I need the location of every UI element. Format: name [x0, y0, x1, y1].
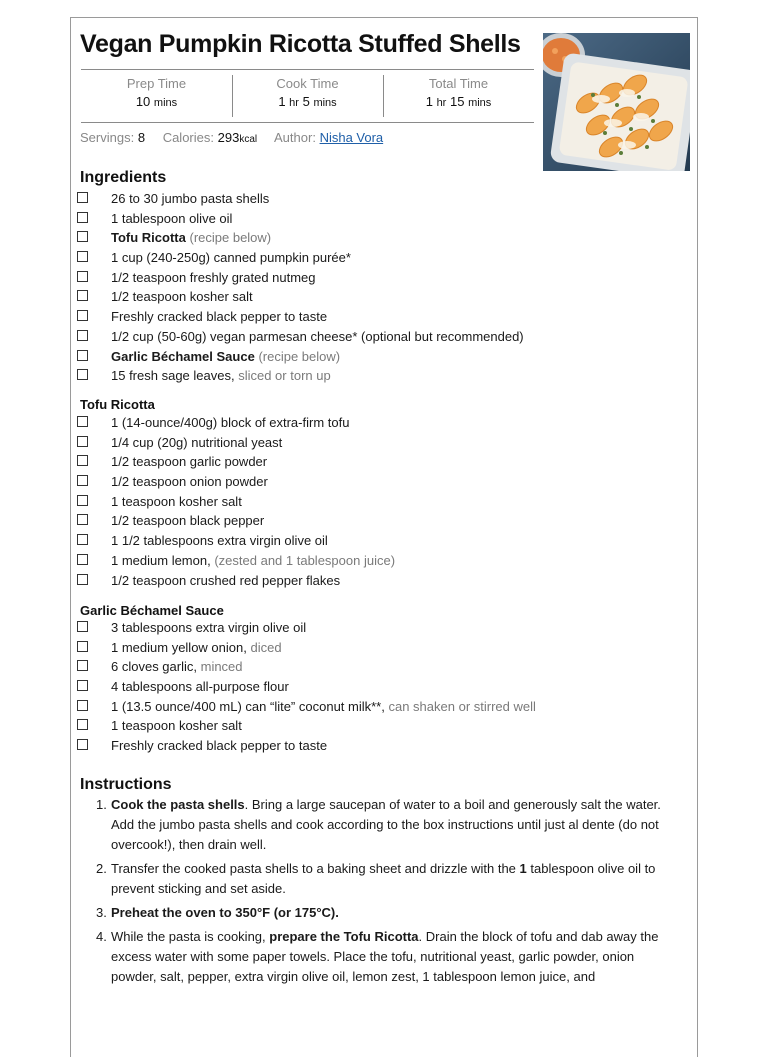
- instruction-step: [80, 859, 680, 899]
- step-emphasis: 1: [519, 861, 527, 876]
- ingredient-checkbox[interactable]: [77, 436, 88, 447]
- ingredient-checkbox[interactable]: [77, 330, 88, 341]
- ingredient-text: [111, 736, 327, 755]
- ingredient-text: [111, 511, 264, 530]
- ingredient-text: [111, 618, 306, 637]
- cook-minutes: 5: [302, 94, 310, 109]
- ingredient-amount: 15 fresh sage leaves,: [111, 368, 235, 384]
- total-hours: 1: [425, 94, 433, 109]
- ingredient-note: minced: [200, 659, 243, 675]
- ingredient-amount: 1/2 teaspoon onion powder: [111, 474, 268, 490]
- ingredient-amount: 1/4 cup (20g) nutritional yeast: [111, 434, 283, 450]
- ingredient-amount: 1 tablespoon olive oil: [111, 210, 233, 226]
- ingredient-amount: 4 tablespoons all-purpose flour: [111, 679, 289, 695]
- ingredient-note: (zested and 1 tablespoon juice): [214, 552, 396, 568]
- ingredient-amount: 1/2 teaspoon freshly grated nutmeg: [111, 269, 316, 285]
- ingredient-text: [111, 452, 267, 471]
- step-text: Transfer the cooked pasta shells to a baking sheet and drizzle with the: [111, 861, 520, 876]
- ingredient-amount: 26 to 30 jumbo pasta shells: [111, 191, 270, 206]
- ingredient-text: [111, 209, 232, 228]
- step-emphasis: Cook the pasta shells: [111, 797, 245, 812]
- recipe-title: Vegan Pumpkin Ricotta Stuffed Shells: [80, 30, 521, 58]
- prep-time-label: Prep Time: [126, 76, 187, 91]
- recipe-card: [70, 17, 698, 1057]
- ingredient-text: [111, 307, 327, 326]
- total-time-value: [383, 94, 534, 109]
- cook-hours-unit: hr: [289, 97, 299, 109]
- calories-value: 293: [217, 130, 240, 145]
- ingredient-checkbox[interactable]: [77, 554, 88, 565]
- ingredient-text: [111, 657, 243, 676]
- total-time-label: Total Time: [428, 76, 489, 91]
- ingredient-text: [111, 677, 289, 696]
- ingredient-text: [111, 413, 349, 432]
- ingredient-amount: 1/2 cup (50-60g) vegan parmesan cheese* (optional but recommended): [111, 328, 524, 344]
- ingredient-amount: 3 tablespoons extra virgin olive oil: [111, 620, 307, 635]
- ingredient-text: [111, 228, 271, 247]
- calories-label: Calories:: [162, 130, 214, 145]
- ingredient-text: [111, 638, 282, 657]
- step-number: 4.: [96, 929, 107, 944]
- ingredient-amount: 1 medium yellow onion,: [111, 639, 247, 655]
- prep-minutes-unit: mins: [153, 97, 178, 109]
- ingredient-amount: 1/2 teaspoon black pepper: [111, 513, 265, 529]
- instructions-list: [80, 795, 680, 991]
- cook-minutes-unit: mins: [313, 97, 337, 109]
- ingredient-amount: 1 teaspoon kosher salt: [111, 718, 242, 734]
- ingredient-checkbox[interactable]: [77, 350, 88, 361]
- instructions-heading: Instructions: [80, 776, 172, 793]
- ingredient-checkbox[interactable]: [77, 455, 88, 466]
- ingredient-amount: 1 cup (240-250g) canned pumpkin purée*: [111, 250, 351, 266]
- ingredient-checkbox[interactable]: [77, 231, 88, 242]
- stuffed-shells-photo: [543, 33, 690, 171]
- ingredient-checkbox[interactable]: [77, 574, 88, 585]
- ingredient-amount: 1/2 teaspoon garlic powder: [111, 454, 268, 470]
- ingredient-checkbox[interactable]: [77, 416, 88, 427]
- ingredient-checkbox[interactable]: [77, 192, 88, 203]
- author-label: Author:: [274, 130, 316, 145]
- step-text: . Drain the block of tofu and dab away the excess water with some paper towels. Place the tofu, nutritional yeast, garlic powder, onion powder, salt, pepper, extra virgin olive oil, lemon zest, 1 tablespoon lemon juice, and: [111, 929, 659, 984]
- prep-time-value: [81, 94, 232, 109]
- ingredient-checkbox[interactable]: [77, 514, 88, 525]
- ingredient-text: [111, 433, 282, 452]
- cook-time-label: Cook Time: [276, 76, 339, 91]
- total-minutes-unit: mins: [468, 97, 492, 109]
- total-hours-unit: hr: [436, 97, 447, 109]
- ingredient-checkbox[interactable]: [77, 534, 88, 545]
- recipe-photo: [543, 33, 690, 171]
- step-emphasis: prepare the Tofu Ricotta: [269, 929, 419, 944]
- ingredient-note: sliced or torn up: [238, 368, 331, 384]
- ingredient-checkbox[interactable]: [77, 212, 88, 223]
- ingredient-checkbox[interactable]: [77, 475, 88, 486]
- author-link[interactable]: Nisha Vora: [319, 130, 384, 145]
- ingredient-checkbox[interactable]: [77, 495, 88, 506]
- recipe-meta: [80, 130, 383, 145]
- ingredient-text: [111, 571, 340, 590]
- ingredient-text: [111, 347, 340, 366]
- instruction-step: [80, 927, 680, 987]
- ingredient-checkbox[interactable]: [77, 719, 88, 730]
- ingredient-amount: 6 cloves garlic,: [111, 659, 197, 675]
- ingredient-text: [111, 189, 269, 208]
- ingredient-note: can shaken or stirred well: [388, 698, 536, 714]
- recipe-times: [81, 69, 534, 123]
- ingredient-text: [111, 492, 242, 511]
- step-text: While the pasta is cooking,: [111, 929, 270, 944]
- cook-time-value: [232, 94, 383, 109]
- step-number: 3.: [96, 905, 107, 920]
- ingredient-amount: Freshly cracked black pepper to taste: [111, 309, 328, 325]
- ingredient-text: [111, 327, 524, 346]
- bechamel-heading: Garlic Béchamel Sauce: [80, 603, 224, 618]
- ingredient-text: [111, 248, 351, 267]
- ingredient-text: [111, 366, 331, 385]
- step-number: 2.: [96, 861, 107, 876]
- servings-value: 8: [137, 130, 146, 145]
- ingredients-heading: Ingredients: [80, 169, 167, 186]
- total-minutes: 15: [449, 94, 465, 109]
- ingredient-text: [111, 287, 253, 306]
- ingredient-checkbox[interactable]: [77, 290, 88, 301]
- ingredient-text: [111, 531, 328, 550]
- servings-label: Servings:: [80, 130, 135, 145]
- ingredient-amount: 1/2 teaspoon kosher salt: [111, 289, 253, 305]
- ingredient-checkbox[interactable]: [77, 271, 88, 282]
- calories-unit: kcal: [239, 134, 258, 145]
- ingredient-text: [111, 716, 242, 735]
- ingredient-checkbox[interactable]: [77, 700, 88, 711]
- ingredient-checkbox[interactable]: [77, 680, 88, 691]
- instruction-step: [80, 903, 680, 923]
- step-number: 1.: [96, 797, 107, 812]
- ingredient-checkbox[interactable]: [77, 641, 88, 652]
- ingredient-text: [111, 551, 395, 570]
- prep-minutes: 10: [135, 94, 151, 109]
- step-emphasis: Preheat the oven to 350°F (or 175°C).: [111, 905, 339, 920]
- ingredient-amount: 1 1/2 tablespoons extra virgin olive oil: [111, 533, 328, 549]
- total-time: [383, 70, 534, 122]
- ingredient-text: [111, 268, 316, 287]
- cook-time: [232, 70, 383, 122]
- cook-hours: 1: [278, 94, 286, 109]
- ingredient-text: [111, 472, 268, 491]
- ingredient-note: (recipe below): [258, 348, 341, 364]
- ingredient-amount: 1 medium lemon,: [111, 552, 211, 568]
- tofu-ricotta-heading: Tofu Ricotta: [80, 397, 155, 412]
- ingredient-amount: Freshly cracked black pepper to taste: [111, 738, 328, 754]
- ingredient-checkbox[interactable]: [77, 739, 88, 750]
- step-text: tablespoon olive oil to prevent sticking and set aside.: [111, 861, 656, 896]
- ingredient-note: diced: [250, 639, 282, 655]
- instruction-step: [80, 795, 680, 855]
- ingredient-amount: 1/2 teaspoon crushed red pepper flakes: [111, 572, 341, 588]
- ingredient-name: Garlic Béchamel Sauce: [111, 348, 255, 364]
- ingredient-amount: 1 (14-ounce/400g) block of extra-firm tofu: [111, 415, 350, 430]
- ingredient-checkbox[interactable]: [77, 621, 88, 632]
- ingredient-name: Tofu Ricotta: [111, 230, 186, 246]
- ingredient-checkbox[interactable]: [77, 251, 88, 262]
- ingredient-amount: 1 (13.5 ounce/400 mL) can “lite” coconut milk**,: [111, 698, 385, 714]
- ingredient-checkbox[interactable]: [77, 369, 88, 380]
- ingredient-text: [111, 697, 536, 716]
- ingredient-checkbox[interactable]: [77, 310, 88, 321]
- step-text: . Bring a large saucepan of water to a boil and generously salt the water. Add the jumbo pasta shells and cook according to the box instructions until just al dente (do not overcook!), then drain well.: [111, 797, 661, 852]
- ingredient-checkbox[interactable]: [77, 660, 88, 671]
- prep-time: [81, 70, 232, 122]
- ingredient-note: (recipe below): [189, 230, 272, 246]
- ingredient-amount: 1 teaspoon kosher salt: [111, 493, 242, 509]
